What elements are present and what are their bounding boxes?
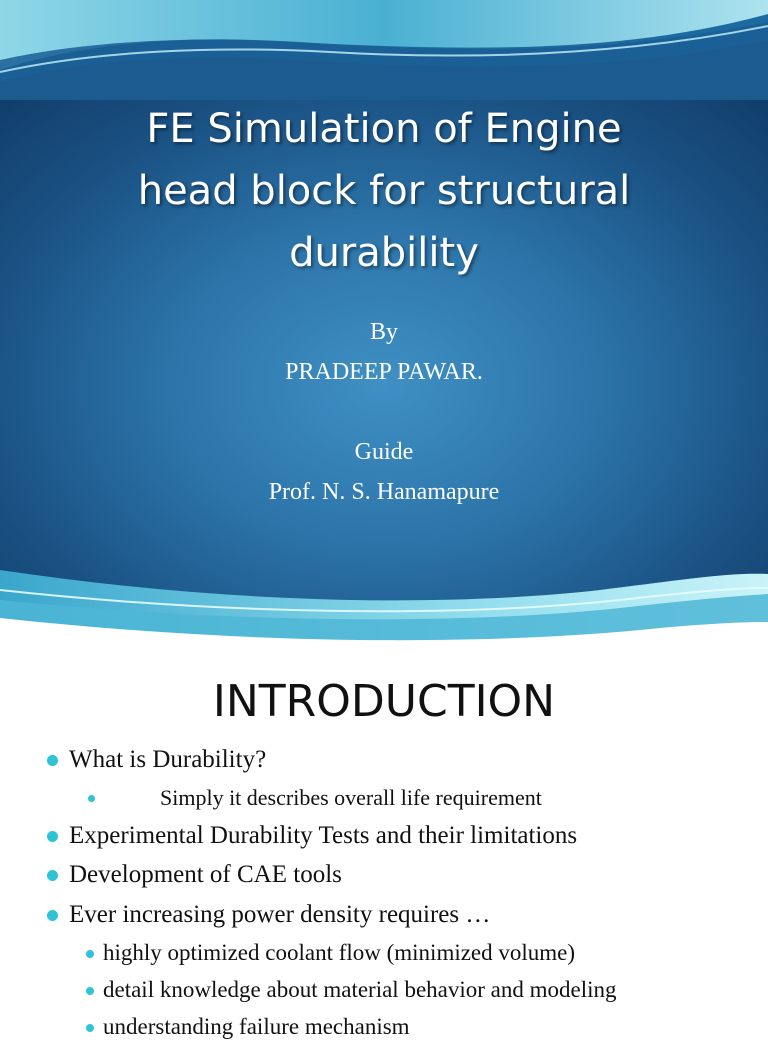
bullet-text: detail knowledge about material behavior and modeling xyxy=(103,977,617,1002)
sub-bullet-item xyxy=(103,938,575,968)
bullet-item xyxy=(69,744,266,776)
title-line-3: durability xyxy=(289,230,479,276)
bullet-dot-icon xyxy=(86,1024,94,1032)
bullet-text: Simply it describes overall life requirement xyxy=(160,785,542,810)
bullet-text: What is Durability? xyxy=(69,746,267,773)
guide-name: Prof. N. S. Hanamapure xyxy=(268,479,500,505)
bullet-text: Ever increasing power density requires … xyxy=(69,901,491,928)
bullet-text: understanding failure mechanism xyxy=(103,1014,410,1039)
sub-bullet-item xyxy=(103,975,617,1005)
guide-label: Guide xyxy=(354,439,414,465)
bullet-dot-icon xyxy=(86,987,94,995)
bullet-dot-icon xyxy=(47,831,58,842)
bullet-text: Experimental Durability Tests and their limitations xyxy=(69,822,578,849)
bullet-item xyxy=(69,820,577,852)
bullet-dot-icon xyxy=(47,870,58,881)
by-label: By xyxy=(369,319,398,345)
bullet-dot-icon xyxy=(47,755,58,766)
bullet-dot-icon xyxy=(88,795,95,802)
bullet-text: highly optimized coolant flow (minimized volume) xyxy=(103,940,576,965)
top-wave-decoration xyxy=(0,0,768,100)
bullet-item xyxy=(69,899,490,931)
introduction-slide xyxy=(0,665,768,1039)
title-line-1: FE Simulation of Engine xyxy=(146,106,622,152)
bullet-dot-icon xyxy=(86,950,94,958)
author-name: PRADEEP PAWAR. xyxy=(285,359,483,385)
bullet-text: Development of CAE tools xyxy=(69,861,342,888)
slide-title xyxy=(40,98,728,284)
sub-bullet-item xyxy=(103,1012,410,1042)
sub-bullet-item xyxy=(160,783,542,813)
bullet-item xyxy=(69,859,342,891)
bottom-wave-decoration xyxy=(0,560,768,665)
title-line-2: head block for structural xyxy=(137,168,631,214)
bullet-dot-icon xyxy=(47,910,58,921)
slide-heading: INTRODUCTION xyxy=(212,676,556,727)
